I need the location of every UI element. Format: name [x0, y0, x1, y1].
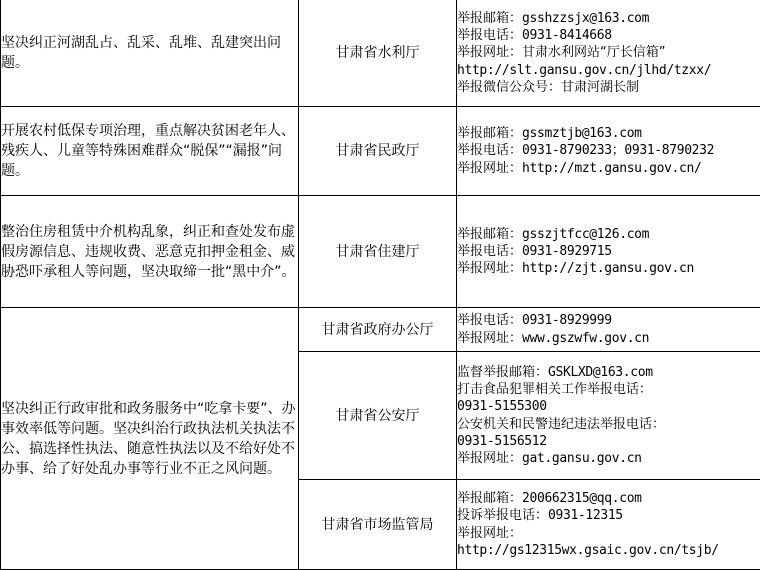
contact-email[interactable]: 200662315@qq.com — [522, 491, 642, 506]
contact-label: 举报网址： — [457, 451, 522, 466]
contact-cell — [457, 0, 760, 107]
table-row — [1, 308, 760, 352]
contact-label: 举报邮箱： — [457, 491, 522, 506]
contact-line — [457, 226, 760, 243]
contact-label: 举报邮箱： — [457, 126, 522, 141]
contact-line — [457, 142, 760, 159]
contact-label: 举报网址： — [457, 526, 522, 541]
contact-label: 公安机关和民警违纪违法举报电话： — [457, 417, 665, 432]
contact-label: 监督举报邮箱： — [457, 365, 548, 380]
contact-label: 举报邮箱： — [457, 227, 522, 242]
department-cell: 甘肃省市场监管局 — [299, 480, 457, 570]
contact-cell — [457, 308, 760, 352]
department-cell: 甘肃省民政厅 — [299, 107, 457, 196]
contact-line — [457, 330, 760, 347]
contact-line — [457, 490, 760, 507]
contact-line — [457, 416, 760, 433]
contact-line — [457, 398, 760, 415]
contact-website-name: 甘肃水利网站“厅长信箱” — [522, 45, 665, 60]
table-row — [1, 196, 760, 308]
contact-phone: 0931-8414668 — [522, 28, 612, 43]
issue-cell: 坚决纠正行政审批和政务服务中“吃拿卡要”、办事效率低等问题。坚决纠治行政执法机关执法不公、搞选择性执法、随意性执法以及不给好处不办事、给了好处乱办事等行业不正之风问题。 — [1, 308, 299, 570]
contact-phone: 0931-5155300 — [457, 399, 547, 414]
contact-label: 举报电话： — [457, 28, 522, 43]
department-cell: 甘肃省公安厅 — [299, 352, 457, 480]
contact-cell — [457, 107, 760, 196]
contact-email[interactable]: gssmztjb@163.com — [522, 126, 642, 141]
contact-email[interactable]: gsshzzsjx@163.com — [522, 11, 649, 26]
table-row — [1, 0, 760, 107]
contact-line — [457, 542, 760, 559]
contact-line — [457, 381, 760, 398]
department-cell: 甘肃省水利厅 — [299, 0, 457, 107]
contact-line — [457, 62, 760, 79]
contact-phone: 0931-12315 — [548, 508, 623, 523]
contact-phone: 0931-5156512 — [457, 434, 547, 449]
issue-cell: 坚决纠正河湖乱占、乱采、乱堆、乱建突出问题。 — [1, 0, 299, 107]
contact-url[interactable]: gat.gansu.gov.cn — [522, 451, 642, 466]
contact-line — [457, 160, 760, 177]
contact-label: 举报网址： — [457, 261, 522, 276]
contact-label: 举报电话： — [457, 244, 522, 259]
department-cell: 甘肃省住建厅 — [299, 196, 457, 308]
contact-label: 打击食品犯罪相关工作举报电话： — [457, 382, 652, 397]
department-cell: 甘肃省政府办公厅 — [299, 308, 457, 352]
contact-line — [457, 260, 760, 277]
contact-email[interactable]: gsszjtfcc@126.com — [522, 227, 649, 242]
contact-url[interactable]: http://mzt.gansu.gov.cn/ — [522, 161, 701, 176]
contact-line — [457, 44, 760, 61]
contact-url[interactable]: www.gszwfw.gov.cn — [522, 331, 649, 346]
contact-wechat: 甘肃河湖长制 — [561, 80, 639, 95]
contact-line — [457, 433, 760, 450]
contact-label: 举报电话： — [457, 143, 522, 158]
contact-line — [457, 10, 760, 27]
contact-url[interactable]: http://slt.gansu.gov.cn/jlhd/tzxx/ — [457, 63, 711, 78]
contact-label: 举报邮箱： — [457, 11, 522, 26]
contact-phone: 0931-8929715 — [522, 244, 612, 259]
contact-url[interactable]: http://zjt.gansu.gov.cn — [522, 261, 694, 276]
contact-cell — [457, 196, 760, 308]
issue-cell: 整治住房租赁中介机构乱象，纠正和查处发布虚假房源信息、违规收费、恶意克扣押金租金、威胁恐吓承租人等问题，坚决取缔一批“黑中介”。 — [1, 196, 299, 308]
issue-cell: 开展农村低保专项治理，重点解决贫困老年人、残疾人、儿童等特殊困难群众“脱保”“漏报”问题。 — [1, 107, 299, 196]
contact-email[interactable]: GSKLXD@163.com — [548, 365, 653, 380]
contact-line — [457, 364, 760, 381]
contact-phone: 0931-8790233；0931-8790232 — [522, 143, 714, 158]
contact-line — [457, 507, 760, 524]
contact-phone: 0931-8929999 — [522, 313, 612, 328]
table-row — [1, 107, 760, 196]
contact-line — [457, 312, 760, 329]
contact-label: 举报电话： — [457, 313, 522, 328]
contact-label: 举报微信公众号： — [457, 80, 561, 95]
contact-cell — [457, 352, 760, 480]
contact-line — [457, 27, 760, 44]
contact-label: 投诉举报电话： — [457, 508, 548, 523]
contact-cell — [457, 480, 760, 570]
contact-label: 举报网址： — [457, 161, 522, 176]
contact-line — [457, 243, 760, 260]
contact-label: 举报网址： — [457, 45, 522, 60]
contact-label: 举报网址： — [457, 331, 522, 346]
contact-line — [457, 450, 760, 467]
contact-line — [457, 525, 760, 542]
contact-url[interactable]: http://gs12315wx.gsaic.gov.cn/tsjb/ — [457, 543, 719, 558]
contact-line — [457, 125, 760, 142]
contact-line — [457, 79, 760, 96]
